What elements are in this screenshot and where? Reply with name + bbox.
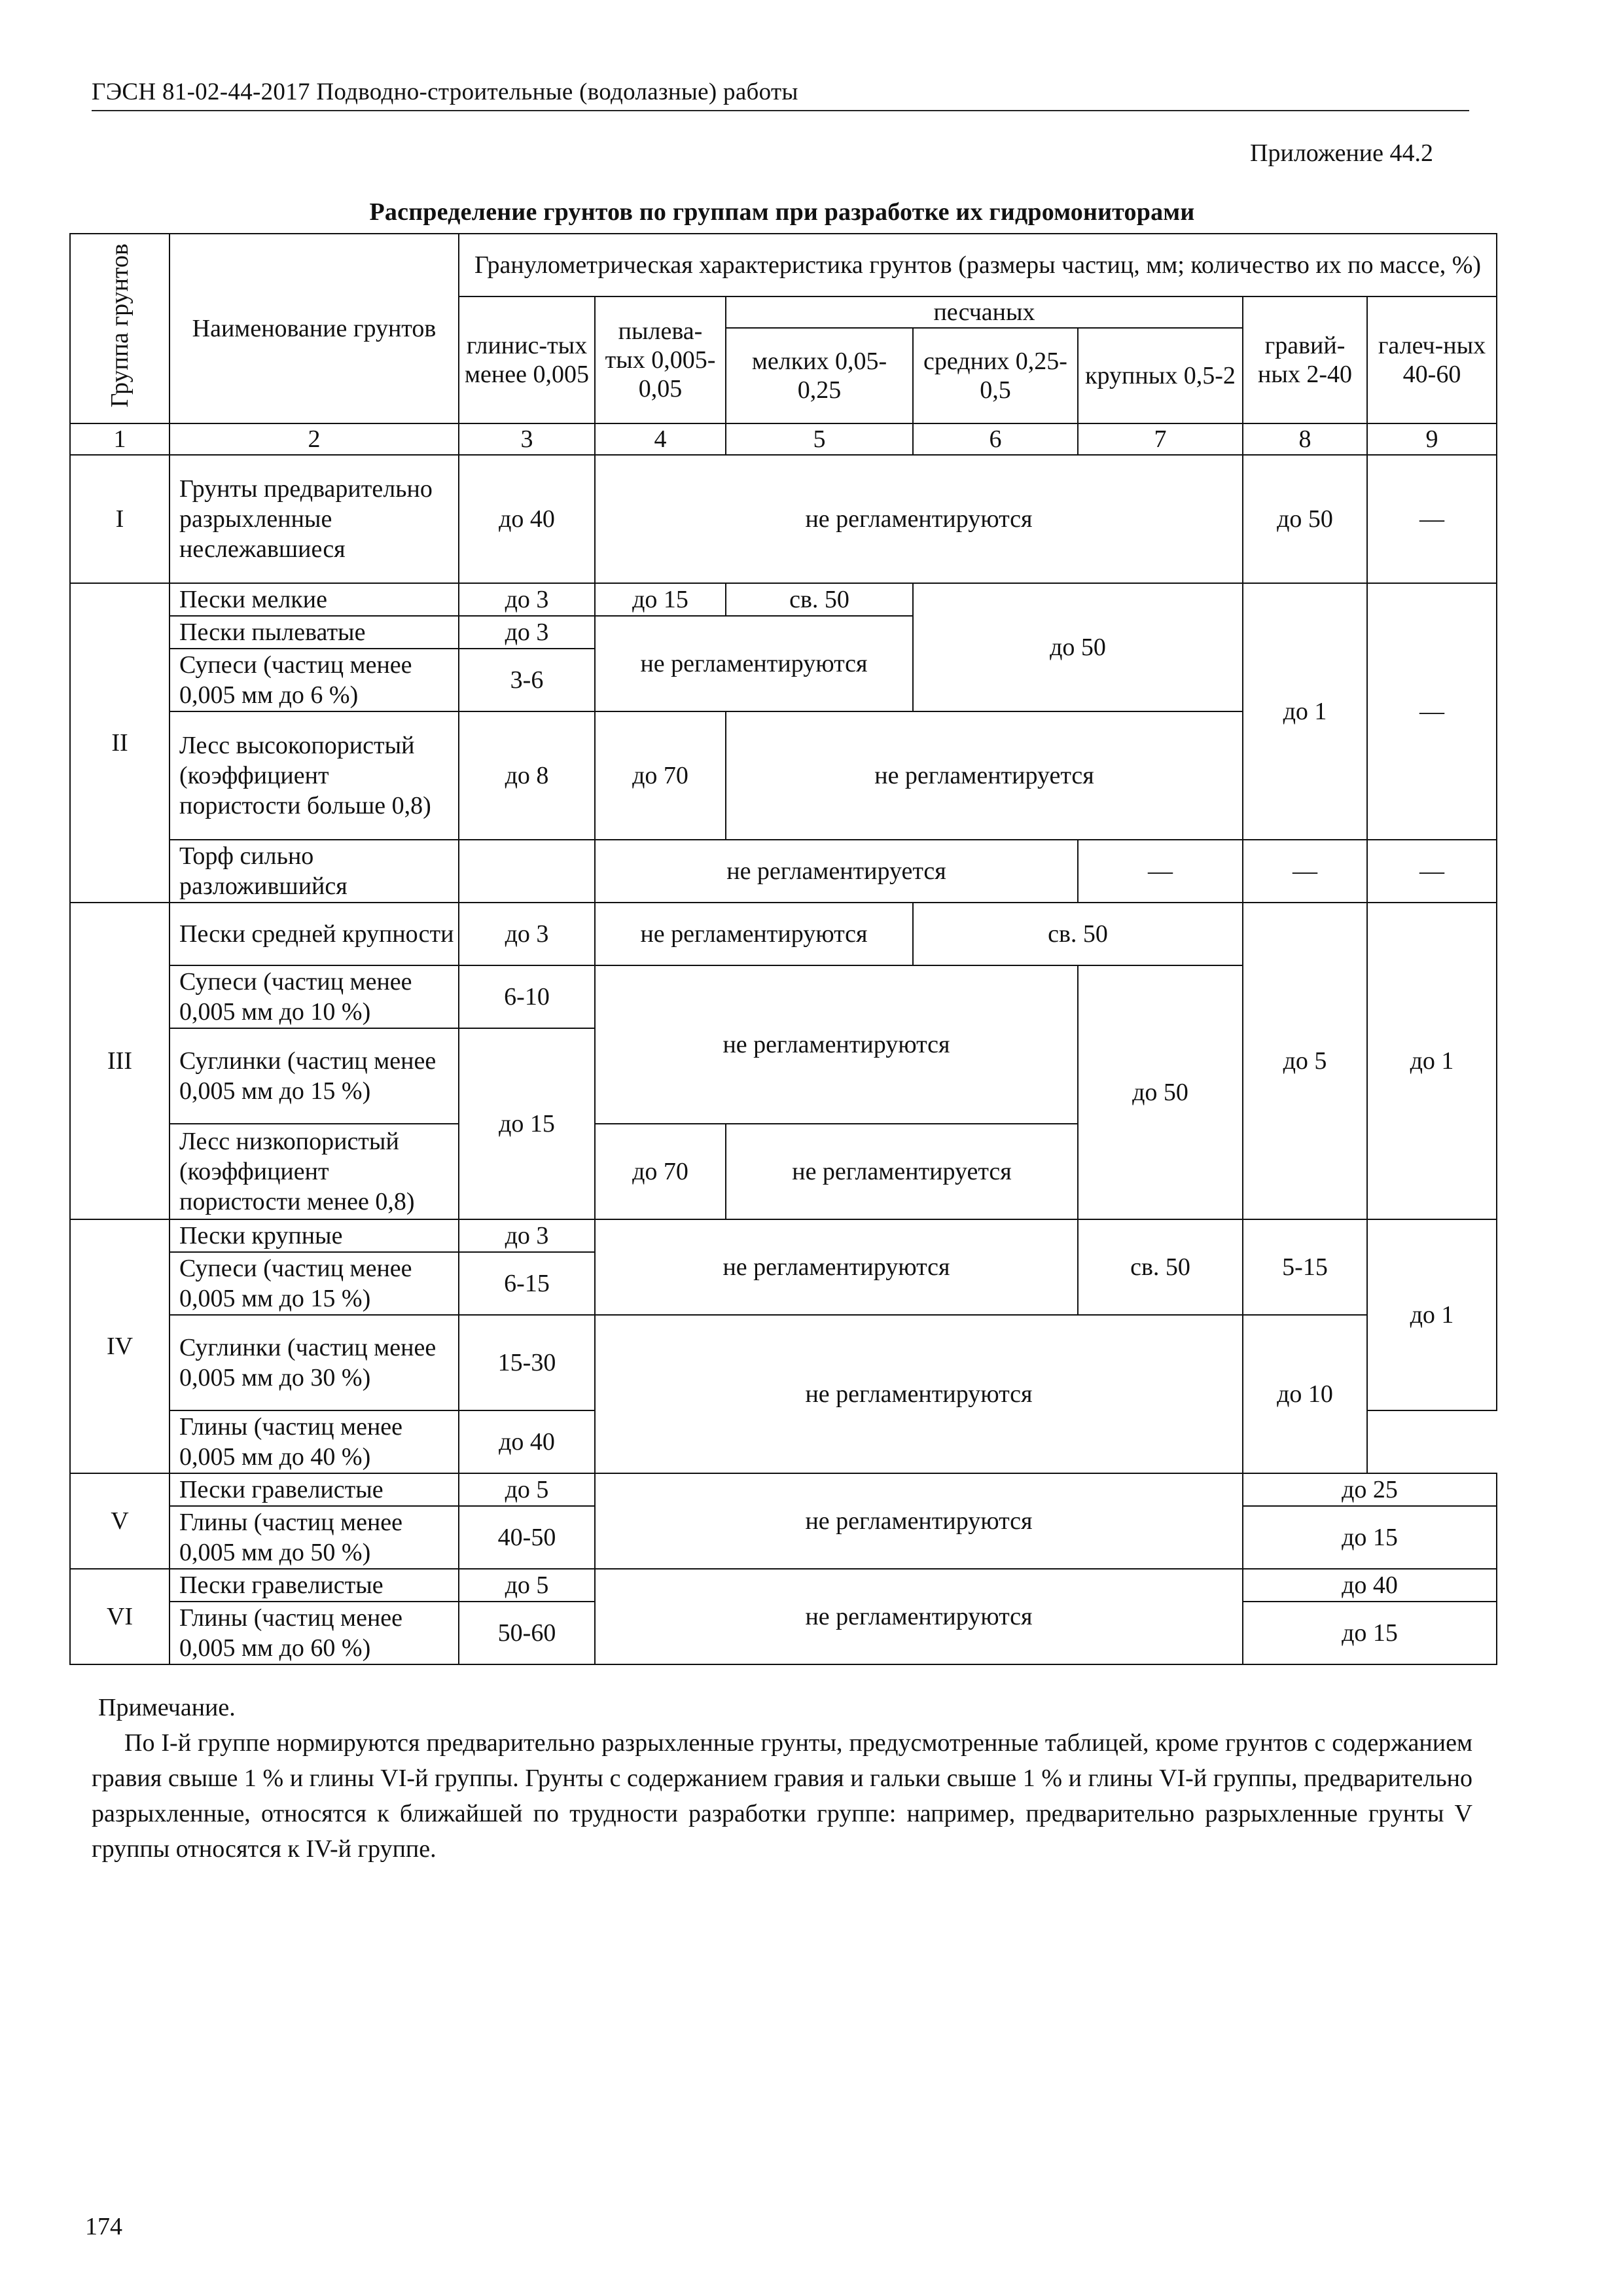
clay-value: до 40 [459, 455, 595, 583]
gravel-header: гравий-ных 2-40 [1243, 296, 1367, 423]
soil-name: Пески мелкие [169, 583, 459, 616]
clay-value: 6-15 [459, 1252, 595, 1315]
note-text: По I-й группе нормируются предварительно разрыхленные грунты, предусмотренные таблицей, кроме грунтов с содержанием гравия свыше 1 % и глины VI-й группы. Грунты с содержанием гравия и гальки свыше 1 % и глины VI-й группы, предварительно разрыхленные, относятся к ближайшей по трудности разработки группе: например, предварительно разрыхленные грунты V группы относятся к IV-й группе. [92, 1729, 1472, 1863]
coarse-value: до 50 [1078, 965, 1243, 1219]
gravel-value: до 10 [1243, 1315, 1367, 1473]
gravel-value: 5-15 [1243, 1219, 1367, 1315]
soil-name: Пески гравелистые [169, 1473, 459, 1506]
clay-value: до 5 [459, 1569, 595, 1602]
silt-value: до 70 [595, 1124, 726, 1219]
running-header: ГЭСН 81-02-44-2017 Подводно-строительные (водолазные) работы [92, 77, 1469, 111]
pebble-value: до 1 [1367, 1219, 1497, 1410]
gravel-value: до 5 [1243, 903, 1367, 1219]
clay-value [459, 840, 595, 903]
silt-value: до 70 [595, 711, 726, 840]
group-label: III [70, 903, 169, 1219]
silt-value: до 15 [595, 583, 726, 616]
sand-fine-header: мелких 0,05-0,25 [726, 328, 913, 423]
gravel-pebble-value: до 40 [1243, 1569, 1497, 1602]
col-number: 7 [1078, 423, 1243, 455]
clay-value: 40-50 [459, 1506, 595, 1569]
gravel-value: — [1243, 840, 1367, 903]
sand-medcoarse-value: св. 50 [913, 903, 1243, 965]
clay-value: до 3 [459, 583, 595, 616]
col-number: 8 [1243, 423, 1367, 455]
soil-name: Торф сильно разложившийся [169, 840, 459, 903]
not-regulated: не регламентируются [595, 1315, 1243, 1473]
soil-name: Глины (частиц менее 0,005 мм до 50 %) [169, 1506, 459, 1569]
col-number: 2 [169, 423, 459, 455]
not-regulated: не регламентируются [595, 455, 1243, 583]
gravel-value: до 1 [1243, 583, 1367, 840]
group-label: I [70, 455, 169, 583]
not-regulated: не регламентируются [595, 616, 913, 711]
sand-medcoarse-value: до 50 [913, 583, 1243, 711]
gravel-pebble-value: до 15 [1243, 1506, 1497, 1569]
clay-value: 3-6 [459, 649, 595, 711]
clay-value: до 3 [459, 1219, 595, 1252]
col-number: 1 [70, 423, 169, 455]
col-number: 9 [1367, 423, 1497, 455]
col-number: 5 [726, 423, 913, 455]
gravel-value: — [1367, 455, 1497, 583]
soil-name: Глины (частиц менее 0,005 мм до 60 %) [169, 1602, 459, 1664]
not-regulated: не регламентируются [595, 1473, 1243, 1569]
clay-value: до 40 [459, 1410, 595, 1473]
sand-coarse-header: крупных 0,5-2 [1078, 328, 1243, 423]
group-header: Группа грунтов [106, 243, 134, 408]
not-regulated: не регламентируется [726, 711, 1243, 840]
soil-name: Глины (частиц менее 0,005 мм до 40 %) [169, 1410, 459, 1473]
clay-value: до 3 [459, 903, 595, 965]
soil-name: Супеси (частиц менее 0,005 мм до 10 %) [169, 965, 459, 1028]
note-title: Примечание. [98, 1694, 236, 1721]
pebble-value: — [1367, 840, 1497, 903]
soil-name: Лесс высокопористый (коэффициент пористости больше 0,8) [169, 711, 459, 840]
col-number: 3 [459, 423, 595, 455]
clay-value: 6-10 [459, 965, 595, 1028]
name-header: Наименование грунтов [169, 234, 459, 423]
group-label: II [70, 583, 169, 903]
pebble-header: галеч-ных 40-60 [1367, 296, 1497, 423]
soil-name: Супеси (частиц менее 0,005 мм до 6 %) [169, 649, 459, 711]
gravel-pebble-value: до 15 [1243, 1602, 1497, 1664]
clay-value: до 8 [459, 711, 595, 840]
gravel-pebble-value: до 25 [1243, 1473, 1497, 1506]
coarse-value: до 50 [1243, 455, 1367, 583]
soil-name: Суглинки (частиц менее 0,005 мм до 30 %) [169, 1315, 459, 1410]
soil-name: Пески крупные [169, 1219, 459, 1252]
sand-medium-header: средних 0,25-0,5 [913, 328, 1078, 423]
clay-value: 15-30 [459, 1315, 595, 1410]
not-regulated: не регламентируется [726, 1124, 1078, 1219]
page-number: 174 [85, 2213, 122, 2240]
clay-value: до 3 [459, 616, 595, 649]
sand-header: песчаных [726, 296, 1243, 328]
clay-header: глинис-тых менее 0,005 [459, 296, 595, 423]
soil-name: Суглинки (частиц менее 0,005 мм до 15 %) [169, 1028, 459, 1124]
soil-name: Лесс низкопористый (коэффициент пористости менее 0,8) [169, 1124, 459, 1219]
col-number: 4 [595, 423, 726, 455]
soil-name: Пески средней крупности [169, 903, 459, 965]
group-label: V [70, 1473, 169, 1569]
soil-name: Грунты предварительно разрыхленные неслежавшиеся [169, 455, 459, 583]
clay-value: до 5 [459, 1473, 595, 1506]
clay-value: 50-60 [459, 1602, 595, 1664]
soil-name: Пески гравелистые [169, 1569, 459, 1602]
not-regulated: не регламентируется [595, 840, 1078, 903]
not-regulated: не регламентируются [595, 965, 1078, 1124]
table-title: Распределение грунтов по группам при разработке их гидромониторами [369, 198, 1195, 226]
not-regulated: не регламентируются [595, 1219, 1078, 1315]
note [92, 1690, 1472, 1867]
group-label: VI [70, 1569, 169, 1664]
not-regulated: не регламентируются [595, 1569, 1243, 1664]
pebble-value: — [1367, 583, 1497, 840]
pebble-value: до 1 [1367, 903, 1497, 1219]
granulometry-header: Гранулометрическая характеристика грунтов (размеры частиц, мм; количество их по массе, %) [459, 234, 1497, 296]
sand-fine-value: св. 50 [726, 583, 913, 616]
not-regulated: не регламентируются [595, 903, 913, 965]
coarse-value: — [1078, 840, 1243, 903]
group-label: IV [70, 1219, 169, 1473]
group-header-cell [70, 234, 169, 423]
soil-name: Супеси (частиц менее 0,005 мм до 15 %) [169, 1252, 459, 1315]
coarse-value: св. 50 [1078, 1219, 1243, 1315]
col-number: 6 [913, 423, 1078, 455]
soil-groups-table [69, 233, 1497, 1665]
clay-value: до 15 [459, 1028, 595, 1219]
appendix-label: Приложение 44.2 [1250, 139, 1433, 167]
soil-name: Пески пылеватые [169, 616, 459, 649]
silt-header: пылева-тых 0,005-0,05 [595, 296, 726, 423]
